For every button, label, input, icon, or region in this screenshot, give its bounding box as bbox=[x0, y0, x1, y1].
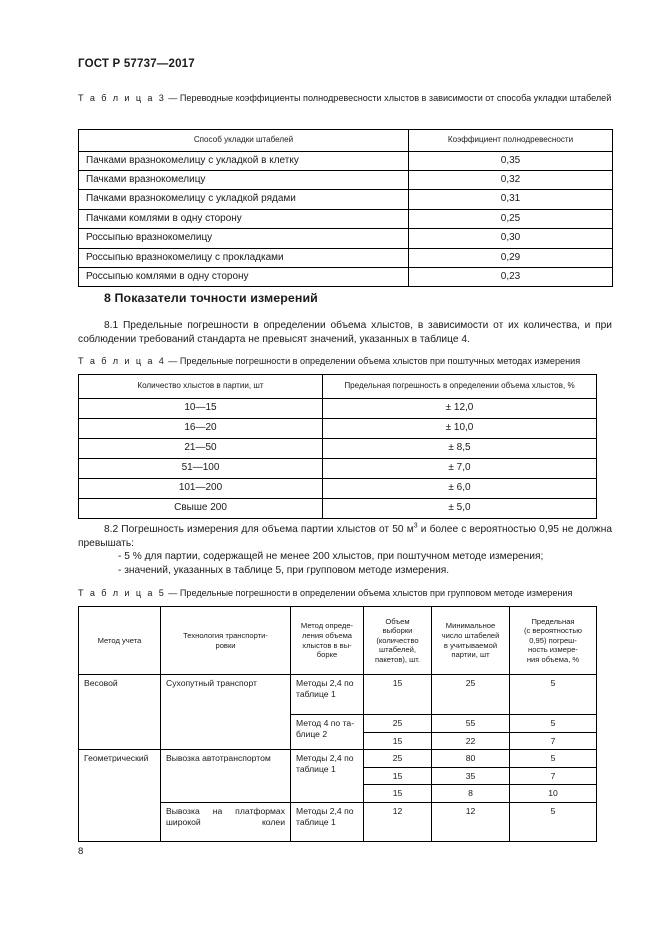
table4-caption-label: Т а б л и ц а 4 bbox=[78, 356, 166, 366]
table-3 bbox=[78, 129, 613, 287]
page-number: 8 bbox=[78, 846, 84, 857]
table5-cell-min-stacks: 12 bbox=[432, 802, 510, 841]
table5-cell-sample-volume: 12 bbox=[364, 802, 432, 841]
table5-cell-sample-volume: 15 bbox=[364, 785, 432, 803]
table5-cell-transport: Сухопутный транспорт bbox=[161, 675, 291, 750]
table5-caption-label: Т а б л и ц а 5 bbox=[78, 588, 166, 598]
table-row bbox=[79, 459, 597, 479]
table5-cell-min-stacks: 25 bbox=[432, 675, 510, 715]
table4-header-row bbox=[79, 375, 597, 399]
table-row bbox=[79, 419, 597, 439]
table5-cell-sample-volume: 15 bbox=[364, 767, 432, 785]
table3-cell-method: Россыпью вразнокомелицу bbox=[79, 229, 409, 248]
table-row bbox=[79, 750, 597, 768]
table5-col-min-stacks: Минимальное число штабелей в учитываемой партии, шт bbox=[432, 607, 510, 675]
table3-cell-coefficient: 0,35 bbox=[409, 151, 613, 170]
table-row bbox=[79, 675, 597, 715]
table4-cell-error: ± 10,0 bbox=[323, 419, 597, 439]
table5-cell-sample-volume: 15 bbox=[364, 732, 432, 750]
table3-cell-method: Пачками комлями в одну сторону bbox=[79, 209, 409, 228]
table5-cell-transport: Вывозка на платформах широкой колеи bbox=[161, 802, 291, 841]
table5-col-max-error: Предельная (с вероятностью 0,95) погреш- ность измере- ния объема, % bbox=[510, 607, 597, 675]
table3-cell-method: Пачками вразнокомелицу с укладкой рядами bbox=[79, 190, 409, 209]
table4-caption bbox=[78, 355, 612, 368]
table4-cell-error: ± 12,0 bbox=[323, 399, 597, 419]
cubic-meter-exponent: 3 bbox=[413, 522, 418, 530]
table5-cell-max-error: 5 bbox=[510, 750, 597, 768]
table-5 bbox=[78, 606, 597, 842]
table3-caption-text: — Переводные коэффициенты полнодревесности хлыстов в зависимости от способа укладки штабелей bbox=[165, 93, 612, 103]
table5-cell-transport: Вывозка автотранспортом bbox=[161, 750, 291, 803]
table4-caption-text: — Предельные погрешности в определении объема хлыстов при поштучных методах измерения bbox=[165, 356, 581, 366]
table-row bbox=[79, 499, 597, 519]
clause-8-2-bullet-2: - значений, указанных в таблице 5, при групповом методе измерения. bbox=[118, 565, 450, 576]
table4-col-error: Предельная погрешность в определении объема хлыстов, % bbox=[323, 375, 597, 399]
clause-8-1: 8.1 Предельные погрешности в определении объема хлыстов, в зависимости от их количества, и при соблюдении требований стандарта не превысят значений, указанных в таблице 4. bbox=[78, 320, 612, 345]
table5-col-accounting-method: Метод учета bbox=[79, 607, 161, 675]
table4-cell-count: 21—50 bbox=[79, 439, 323, 459]
table-row bbox=[79, 209, 613, 228]
table5-cell-volume-method: Методы 2,4 по таблице 1 bbox=[291, 750, 364, 803]
table4-cell-error: ± 7,0 bbox=[323, 459, 597, 479]
table-4 bbox=[78, 374, 597, 519]
table5-col-volume-method: Метод опреде- ления объема хлыстов в вы- борке bbox=[291, 607, 364, 675]
table3-cell-method: Россыпью комлями в одну сторону bbox=[79, 268, 409, 287]
table-row bbox=[79, 229, 613, 248]
table5-cell-min-stacks: 55 bbox=[432, 715, 510, 733]
table3-cell-method: Пачками вразнокомелицу с укладкой в клетку bbox=[79, 151, 409, 170]
table-row bbox=[79, 151, 613, 170]
clause-8-2 bbox=[78, 523, 612, 550]
table5-cell-min-stacks: 35 bbox=[432, 767, 510, 785]
table4-cell-count: 10—15 bbox=[79, 399, 323, 419]
table4-col-count: Количество хлыстов в партии, шт bbox=[79, 375, 323, 399]
table3-cell-method: Россыпью вразнокомелицу с прокладками bbox=[79, 248, 409, 267]
table-row bbox=[79, 248, 613, 267]
table3-cell-coefficient: 0,29 bbox=[409, 248, 613, 267]
table4-cell-error: ± 6,0 bbox=[323, 479, 597, 499]
table3-caption-label: Т а б л и ц а 3 bbox=[78, 93, 166, 103]
table3-cell-coefficient: 0,32 bbox=[409, 171, 613, 190]
table-row bbox=[79, 439, 597, 459]
table5-cell-max-error: 5 bbox=[510, 675, 597, 715]
table5-cell-accounting-method: Весовой bbox=[79, 675, 161, 750]
table5-col-transport: Технология транспорти- ровки bbox=[161, 607, 291, 675]
table5-cell-volume-method: Методы 2,4 по таблице 1 bbox=[291, 802, 364, 841]
table5-cell-accounting-method: Геометрический bbox=[79, 750, 161, 842]
clause-8-2-bullet-1: - 5 % для партии, содержащей не менее 200 хлыстов, при поштучном методе измерения; bbox=[118, 551, 544, 562]
table5-cell-max-error: 5 bbox=[510, 802, 597, 841]
table5-cell-max-error: 5 bbox=[510, 715, 597, 733]
table5-cell-max-error: 10 bbox=[510, 785, 597, 803]
table3-caption bbox=[78, 92, 612, 105]
table-row bbox=[79, 190, 613, 209]
table-row bbox=[79, 479, 597, 499]
standard-title: ГОСТ Р 57737—2017 bbox=[78, 58, 195, 70]
table5-header-row bbox=[79, 607, 597, 675]
table5-caption-text: — Предельные погрешности в определении объема хлыстов при групповом методе измерения bbox=[165, 588, 573, 598]
table5-cell-max-error: 7 bbox=[510, 767, 597, 785]
page-title: 8 Показатели точности измерений bbox=[104, 291, 318, 305]
table4-cell-count: 51—100 bbox=[79, 459, 323, 479]
table-row bbox=[79, 268, 613, 287]
table5-cell-sample-volume: 25 bbox=[364, 715, 432, 733]
table5-cell-min-stacks: 22 bbox=[432, 732, 510, 750]
table3-cell-coefficient: 0,30 bbox=[409, 229, 613, 248]
table5-cell-min-stacks: 80 bbox=[432, 750, 510, 768]
table4-cell-count: 101—200 bbox=[79, 479, 323, 499]
table5-cell-min-stacks: 8 bbox=[432, 785, 510, 803]
table5-cell-sample-volume: 15 bbox=[364, 675, 432, 715]
table3-col-coefficient: Коэффициент полнодревесности bbox=[409, 130, 613, 152]
table3-cell-method: Пачками вразнокомелицу bbox=[79, 171, 409, 190]
clause-8-2-tail: и более с вероятностью 0,95 не должна превышать: bbox=[78, 524, 612, 549]
table5-cell-max-error: 7 bbox=[510, 732, 597, 750]
table3-cell-coefficient: 0,31 bbox=[409, 190, 613, 209]
table5-cell-volume-method: Методы 2,4 по таблице 1 bbox=[291, 675, 364, 715]
table4-cell-error: ± 5,0 bbox=[323, 499, 597, 519]
table3-col-method: Способ укладки штабелей bbox=[79, 130, 409, 152]
clause-8-2-lead: 8.2 Погрешность измерения для объема партии хлыстов от 50 м bbox=[104, 524, 414, 535]
table3-cell-coefficient: 0,25 bbox=[409, 209, 613, 228]
table5-cell-volume-method: Метод 4 по та-блице 2 bbox=[291, 715, 364, 750]
table5-cell-sample-volume: 25 bbox=[364, 750, 432, 768]
table4-cell-count: 16—20 bbox=[79, 419, 323, 439]
table-row bbox=[79, 399, 597, 419]
table4-cell-count: Свыше 200 bbox=[79, 499, 323, 519]
table4-cell-error: ± 8,5 bbox=[323, 439, 597, 459]
table3-header-row bbox=[79, 130, 613, 152]
table5-caption bbox=[78, 587, 612, 600]
table5-col-sample-volume: Объем выборки (количество штабелей, пакетов), шт. bbox=[364, 607, 432, 675]
table-row bbox=[79, 171, 613, 190]
table3-cell-coefficient: 0,23 bbox=[409, 268, 613, 287]
